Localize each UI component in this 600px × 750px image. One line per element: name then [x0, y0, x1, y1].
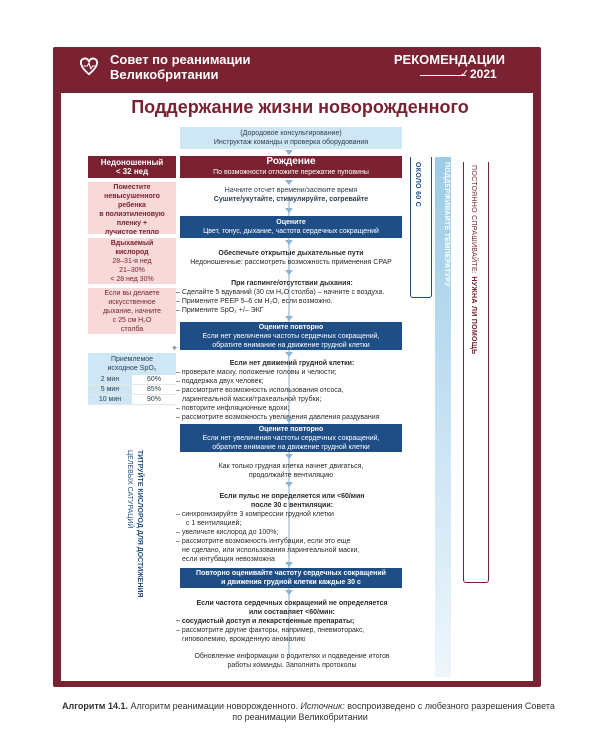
oxygen-line-3: 28–31-я нед [112, 258, 152, 265]
vent-line-5: столба [120, 326, 144, 333]
place-line-6: лучистое тепло [104, 229, 160, 236]
arrow-down-icon [285, 270, 293, 275]
hr-item-2: – рассмотрите другие факторы, например, пневмоторакс, [176, 627, 365, 634]
reassess-2-line-1: Если нет увеличения частоты сердечных сокращений, [202, 435, 380, 442]
gasping-block [176, 279, 408, 315]
spo2-value: 90% [146, 396, 161, 403]
place-line-4: в полиэтиленовую [99, 211, 165, 218]
org-line-2: Великобритании [110, 67, 219, 82]
place-line-1: Поместите [113, 184, 151, 191]
timer-box [180, 186, 402, 206]
gasping-title: При гаспинге/отсутствии дыхания: [231, 280, 353, 287]
no-chest-item-3: – рассмотрите возможность использования отсоса, [176, 387, 344, 394]
oxygen-line-1: Вдыхаемый [110, 240, 154, 247]
vent-line-2: искусственное [108, 299, 156, 306]
reassess-box-3 [180, 568, 402, 588]
prenatal-box [180, 127, 402, 149]
hr-title-2: или составляет <60/мин: [248, 609, 336, 616]
birth-title: Рождение [266, 156, 316, 167]
spo2-time: 2 мин [88, 375, 132, 384]
hr-item-1: – сосудистый доступ и лекарственные препараты; [176, 618, 355, 625]
table-row [88, 375, 176, 385]
pulse-title-2: после 30 с вентиляции: [251, 502, 333, 509]
check-icon: ✓ [460, 68, 470, 80]
oxygen-line-5: < 28 нед 30% [110, 276, 154, 283]
pulse-title-1: Если пульс не определяется или <60/мин [219, 493, 365, 500]
pulse-item-3c: если интубация невозможна [182, 556, 275, 563]
caption-text: Алгоритм реанимации новорожденного. [127, 701, 301, 711]
reassess-2-title: Оцените повторно [258, 426, 324, 433]
preterm-weeks: < 32 нед [115, 167, 149, 176]
pulse-item-2: – увеличьте кислород до 100%; [176, 529, 279, 536]
pulse-item-1: – синхронизируйте 3 компрессии грудной клетки [176, 511, 334, 518]
reassess-3-line-2: и движения грудной клетки каждые 30 с [221, 579, 361, 586]
arrow-down-icon [285, 150, 293, 155]
vent-line-1: Если вы делаете [104, 290, 160, 297]
year-label: 2021 [470, 67, 497, 81]
spo2-value: 85% [146, 386, 161, 393]
update-line-2: работы команды. Заполнить протоколы [227, 662, 357, 669]
table-row [88, 385, 176, 395]
no-chest-item-1: – проверьте маску, положение головы и челюсти; [176, 369, 337, 376]
reassess-3-line-1: Повторно оценивайте частоту сердечных сокращений [196, 570, 386, 577]
no-chest-title: Если нет движений грудной клетки: [229, 360, 355, 367]
titrate-oxygen-label [124, 450, 144, 597]
figure-caption [62, 700, 562, 712]
no-chest-item-2: – поддержка двух человек; [176, 378, 264, 385]
timer-line-2: Сушите/укутайте, стимулируйте, согревайте [213, 196, 369, 203]
caption-source-label: Источник: [300, 701, 345, 711]
assess-sub: Цвет, тонус, дыхание, частота сердечных сокращений [203, 228, 379, 235]
arrow-down-icon [285, 482, 293, 487]
chest-moves-line-1: Как только грудная клетка начнет двигаться, [218, 463, 364, 470]
spo2-table [88, 353, 176, 405]
reassess-1-line-2: обратите внимание на движение грудной клетки [212, 342, 370, 349]
no-chest-item-4: ларингеальной маски/трахеальной трубки; [182, 396, 322, 403]
place-wrap-box [88, 182, 176, 234]
gasping-item-2: – Примените PEEP 5–6 см H₂O, если возможно. [176, 298, 333, 305]
gasping-item-3: – Примените SpO₂ +/– ЭКГ [176, 307, 264, 314]
pulse-item-1b: с 1 вентиляцией; [186, 520, 242, 527]
airway-block [180, 249, 402, 267]
place-line-2: невысушенного [104, 193, 160, 200]
no-chest-item-5: – повторите инфляционные вдохи; [176, 405, 290, 412]
reassess-2-line-2: обратите внимание на движение грудной клетки [212, 444, 370, 451]
spo2-table-header [88, 353, 176, 375]
page-title: Поддержание жизни новорожденного [131, 97, 469, 117]
arrow-down-icon [285, 208, 293, 213]
prenatal-line-2: Инструктаж команды и проверка оборудования [213, 139, 369, 146]
preterm-title: Недоношенный [100, 158, 164, 167]
chest-moves-block [180, 462, 402, 480]
place-line-3: ребенка [118, 202, 146, 209]
about-60s-label: ОКОЛО 60 С [414, 162, 421, 208]
reassess-1-title: Оцените повторно [258, 324, 324, 331]
pulse-block [176, 492, 408, 564]
birth-box [180, 156, 402, 178]
arrow-down-icon [285, 180, 293, 185]
arrow-down-icon [285, 418, 293, 423]
hr-title-1: Если частота сердечных сокращений не определяется [196, 600, 388, 607]
no-chest-item-6: – рассмотрите возможность увеличения давления раздувания [176, 414, 380, 421]
preterm-box [88, 156, 176, 178]
update-line-1: Обновление информации о родителях и подведение итогов [194, 653, 390, 660]
pulse-item-3: – рассмотрите возможность интубации, если это еще [176, 538, 351, 545]
hr-block [176, 599, 408, 644]
update-block [176, 652, 408, 670]
caption-label: Алгоритм 14.1. [62, 701, 128, 711]
arrow-down-icon [285, 352, 293, 357]
assess-title: Оцените [276, 219, 306, 226]
spo2-value: 60% [146, 376, 161, 383]
prenatal-line-1: (Дородовое консультирование) [240, 130, 342, 137]
titrate-line-1: ТИТРУЙТЕ КИСЛОРОД ДЛЯ ДОСТИЖЕНИЯ [136, 450, 143, 598]
airway-sub: Недоношенные: рассмотреть возможность применения CPAP [190, 259, 392, 266]
reassess-1-line-1: Если нет увеличения частоты сердечных сокращений, [202, 333, 380, 340]
help-label-2: НУЖНА ЛИ ПОМОЩЬ [470, 276, 477, 355]
spo2-time: 10 мин [88, 395, 132, 404]
titrate-line-2: ЦЕЛЕВЫХ САТУРАЦИЙ [126, 450, 133, 529]
help-label-1: ПОСТОЯННО СПРАШИВАЙТЕ: [470, 165, 477, 277]
reassess-box-1 [180, 322, 402, 350]
birth-sub: По возможности отложите пережатие пуповины [213, 169, 369, 176]
arrow-down-icon [285, 562, 293, 567]
arrow-down-icon [285, 240, 293, 245]
spo2-head-2: исходное SpO₂ [107, 365, 157, 372]
oxygen-box [88, 238, 176, 284]
table-row [88, 395, 176, 405]
pulse-item-3b: не сделано, или использования ларингеальной маски, [182, 547, 360, 554]
arrow-down-icon [285, 454, 293, 459]
hr-item-2b: гиповолемию, врожденную аномалию [182, 636, 306, 643]
chest-moves-line-2: продолжайте вентиляцию [248, 472, 334, 479]
help-label [470, 165, 477, 355]
arrow-down-icon [285, 316, 293, 321]
recommendations-label: РЕКОМЕНДАЦИИ [393, 52, 505, 67]
vent-line-3: дыхание, начните [102, 308, 162, 315]
spo2-time: 5 мин [88, 385, 132, 394]
airway-title: Обеспечьте открытые дыхательные пути [218, 250, 364, 257]
cursor-icon: ⌖ [172, 343, 178, 353]
ventilation-box [88, 288, 176, 334]
temperature-label: ПОДДЕРЖИВАЙТЕ ТЕМПЕРАТУРУ [443, 162, 450, 287]
org-name [110, 52, 251, 82]
vent-line-4: с 25 см H₂O [112, 317, 152, 324]
place-line-5: пленку + [116, 220, 148, 227]
no-chest-block [176, 359, 408, 422]
org-line-1: Совет по реанимации [110, 52, 251, 67]
assess-box [180, 216, 402, 238]
arrow-down-icon [285, 590, 293, 595]
timer-line-1: Начните отсчет времени/засеките время [224, 187, 358, 194]
caption-line-2: по реанимации Великобритании [232, 712, 368, 722]
heart-icon [78, 56, 100, 76]
oxygen-line-2: кислород [115, 249, 149, 256]
spo2-head-1: Приемлемое [110, 356, 154, 363]
oxygen-line-4: 21–30% [119, 267, 145, 274]
reassess-box-2 [180, 424, 402, 452]
gasping-item-1: – Сделайте 5 вдуваний (30 см H₂O столба) – начните с воздуха. [176, 289, 385, 296]
caption-source-text: воспроизведено с любезного разрешения Совета [344, 701, 555, 711]
